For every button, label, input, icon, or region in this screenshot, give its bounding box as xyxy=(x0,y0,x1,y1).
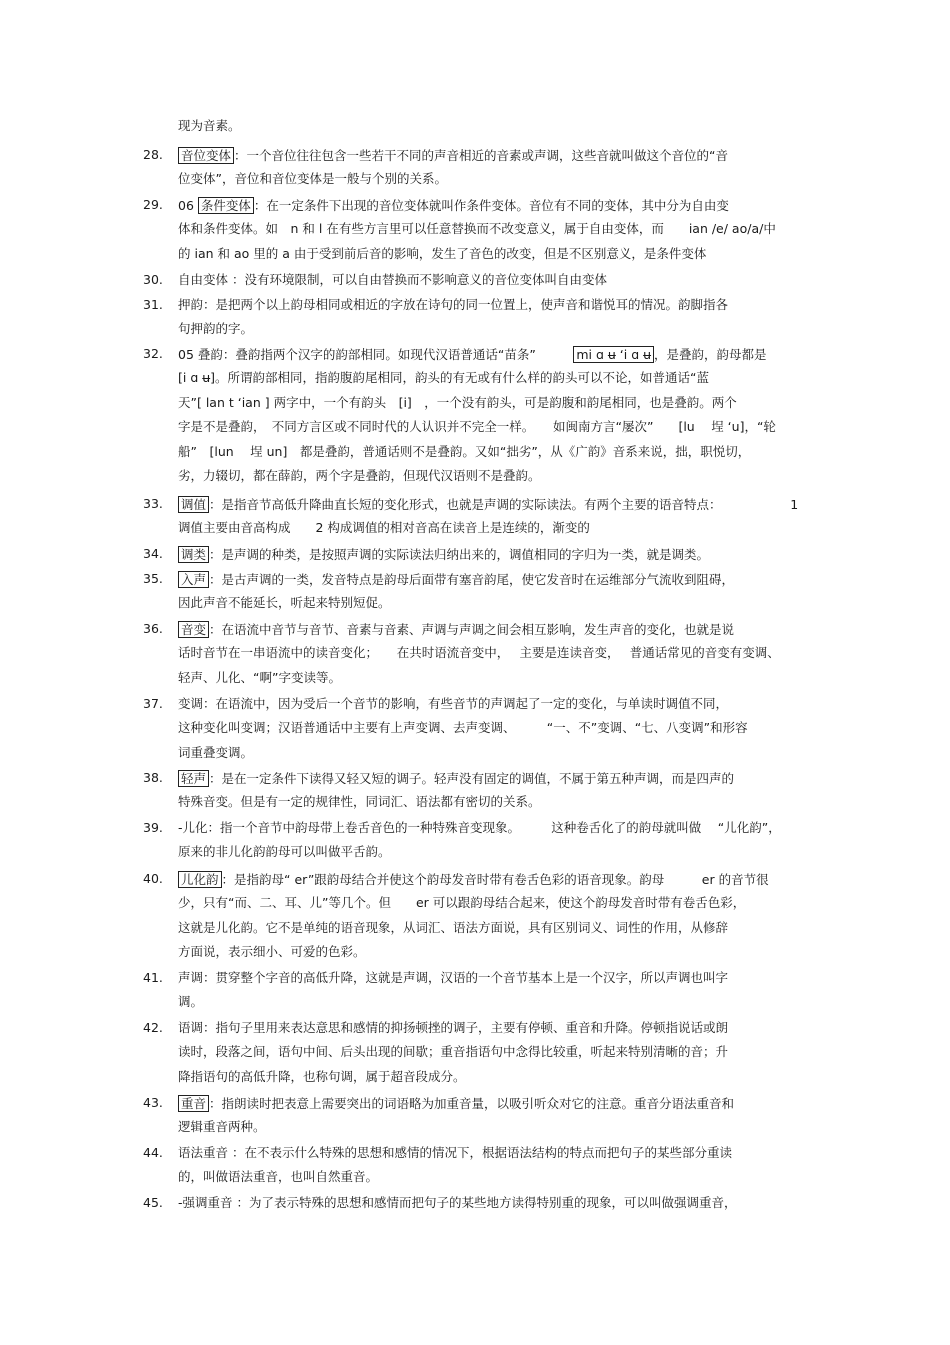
entry-number: 39. xyxy=(143,820,163,835)
entry-text-line: 调值 ：是指音节高低升降曲直长短的变化形式，也就是声调的实际读法。有两个主要的语音特点： 1 xyxy=(178,496,823,520)
glossary-entry xyxy=(143,820,823,869)
glossary-entry xyxy=(143,147,823,196)
glossary-entry xyxy=(143,1145,823,1194)
entry-number: 34. xyxy=(143,546,163,561)
boxed-term: 重音 xyxy=(178,1095,209,1112)
entry-text-line: 位变体”，音位和音位变体是一般与个别的关系。 xyxy=(178,171,447,187)
entry-text-line: 少，只有“而、二、耳、儿”等几个。但 er 可以跟韵母结合起来，使这个韵母发音时带有卷舌色彩， xyxy=(178,895,746,911)
entry-text-line: 字是不是叠韵， 不同方言区或不同时代的人认识并不完全一样。 如闽南方言“屡次” [lu 埕 ‘u]，“轮 xyxy=(178,419,776,435)
entry-text-line: 语法重音 ：在不表示什么特殊的思想和感情的情况下，根据语法结构的特点而把句子的某些部分重读 xyxy=(178,1145,732,1160)
entry-text-line: 逻辑重音两种。 xyxy=(178,1119,266,1135)
entry-text-line: 调类 ：是声调的种类，是按照声调的实际读法归纳出来的，调值相同的字归为一类，就是调类。 xyxy=(178,546,823,570)
entry-text-line: 词重叠变调。 xyxy=(178,744,254,760)
boxed-term: 入声 xyxy=(178,571,209,588)
glossary-entry xyxy=(143,621,823,694)
entry-text-line: 变调：在语流中，因为受后一个音节的影响，有些音节的声调起了一定的变化，与单读时调值不同， xyxy=(178,696,729,711)
entry-text-line: 劣，力辍切，都在薛韵，两个字是叠韵，但现代汉语则不是叠韵。 xyxy=(178,467,541,483)
entry-text-line: 轻声 ：是在一定条件下读得又轻又短的调子。轻声没有固定的调值，不属于第五种声调，而是四声的 xyxy=(178,770,823,794)
entry-number: 36. xyxy=(143,621,163,636)
boxed-term: 音变 xyxy=(178,621,209,638)
entry-number: 30. xyxy=(143,272,163,287)
entry-number: 45. xyxy=(143,1195,163,1210)
entry-number: 42. xyxy=(143,1020,163,1035)
entry-text-line: 音位变体 ：一个音位往往包含一些若干不同的声音相近的音素或声调，这些音就叫做这个音位的“音 xyxy=(178,147,823,171)
entry-text-line: 调值主要由音高构成 2 构成调值的相对音高在读音上是连续的，渐变的 xyxy=(178,520,590,536)
glossary-entry xyxy=(143,696,823,769)
glossary-entry xyxy=(143,1020,823,1093)
entry-number: 41. xyxy=(143,970,163,985)
entry-text-line: 的，叫做语法重音，也叫自然重音。 xyxy=(178,1169,379,1185)
entry-text-line: -强调重音 ：为了表示特殊的思想和感情而把句子的某些地方读得特别重的现象，可以叫做强调重音， xyxy=(178,1195,737,1210)
entry-text-line: 06 条件变体 ：在一定条件下出现的音位变体就叫作条件变体。音位有不同的变体，其中分为自由变 xyxy=(178,198,729,213)
entry-number: 33. xyxy=(143,496,163,511)
entry-number: 28. xyxy=(143,147,163,162)
entry-text-line: [i ɑ ʉ]。所谓韵部相同，指韵腹韵尾相同，韵头的有无或有什么样的韵头可以不论，如普通话“蓝 xyxy=(178,370,710,386)
entry-text-line: 句押韵的字。 xyxy=(178,321,254,337)
entry-number: 43. xyxy=(143,1095,163,1110)
entry-number: 37. xyxy=(143,696,163,711)
entry-text-line: 这就是儿化韵。它不是单纯的语音现象，从词汇、语法方面说，具有区别词义、词性的作用，从修辞 xyxy=(178,919,729,935)
entry-number: 35. xyxy=(143,571,163,586)
glossary-entry xyxy=(143,770,823,819)
entry-text-line: 的 ian 和 ao 里的 a 由于受到前后音的影响，发生了音色的改变，但是不区别意义，是条件变体 xyxy=(178,245,707,261)
glossary-entry xyxy=(143,571,823,620)
entry-number: 38. xyxy=(143,770,163,785)
entry-text-line: 这种变化叫变调；汉语普通话中主要有上声变调、去声变调、 “一、不”变调、“七、八变调”和形容 xyxy=(178,720,748,736)
entry-text-line: -儿化：指一个音节中韵母带上卷舌音色的一种特殊音变现象。 这种卷舌化了的韵母就叫做 “儿化韵”， xyxy=(178,820,781,835)
boxed-term: 调类 xyxy=(178,546,209,563)
glossary-entry xyxy=(143,970,823,1019)
entry-text-line: 调。 xyxy=(178,994,204,1010)
entry-text-line: 儿化韵 ：是指韵母“ er”跟韵母结合并使这个韵母发音时带有卷舌色彩的语音现象。韵母 er 的音节很 xyxy=(178,871,823,895)
glossary-entry xyxy=(143,297,823,346)
glossary-entry xyxy=(143,346,823,492)
entry-text-line: 话时音节在一串语流中的读音变化； 在共时语流音变中， 主要是连读音变， 普通话常见的音变有变调、 xyxy=(178,645,780,661)
entry-number: 44. xyxy=(143,1145,163,1160)
boxed-term: 调值 xyxy=(178,496,209,513)
entry-text-line: 天”[ lan t ‘ian ] 两字中，一个有韵头 [i] ，一个没有韵头，可是韵腹和韵尾相同，也是叠韵。两个 xyxy=(178,394,737,410)
entry-text-line: 船” [lun 埕 un] 都是叠韵，普通话则不是叠韵。又如“拙劣”，从《广韵》音系来说，拙，职悦切， xyxy=(178,443,751,459)
glossary-entry xyxy=(143,1095,823,1144)
entry-text-line: 声调：贯穿整个字音的高低升降，这就是声调，汉语的一个音节基本上是一个汉字，所以声调也叫字 xyxy=(178,970,729,985)
entry-text-line: 语调：指句子里用来表达意思和感情的抑扬顿挫的调子，主要有停顿、重音和升降。停顿指说话或朗 xyxy=(178,1020,729,1035)
continued-line: 现为音素。 xyxy=(178,118,241,133)
glossary-entry xyxy=(143,197,823,270)
boxed-term: 音位变体 xyxy=(178,147,234,164)
entry-text-line: 读时，段落之间，语句中间、后头出现的间歇；重音指语句中念得比较重，听起来特别清晰的音；升 xyxy=(178,1044,729,1060)
entry-number: 31. xyxy=(143,297,163,312)
entry-text-line: 因此声音不能延长，听起来特别短促。 xyxy=(178,595,391,611)
entry-text-line: 轻声、儿化、“啊”字变读等。 xyxy=(178,669,341,685)
entry-text-line: 音变 ：在语流中音节与音节、音素与音素、声调与声调之间会相互影响，发生声音的变化，也就是说 xyxy=(178,621,823,645)
entry-text-line: 入声 ：是古声调的一类，发音特点是韵母后面带有塞音韵尾，使它发音时在运维部分气流收到阻碍， xyxy=(178,571,823,595)
glossary-entry xyxy=(143,1195,823,1219)
glossary-entry xyxy=(143,546,823,570)
glossary-entry xyxy=(143,272,823,296)
entry-number: 29. xyxy=(143,197,163,212)
boxed-term: 条件变体 xyxy=(198,197,254,214)
entry-text-line: 重音 ：指朗读时把表意上需要突出的词语略为加重音量，以吸引听众对它的注意。重音分语法重音和 xyxy=(178,1095,823,1119)
entry-text-line: 原来的非儿化韵韵母可以叫做平舌韵。 xyxy=(178,844,391,860)
glossary-entry xyxy=(143,496,823,545)
entry-text-line: 体和条件变体。如 n 和 l 在有些方言里可以任意替换而不改变意义，属于自由变体，而 ian /e/ ao/a/中 xyxy=(178,221,776,237)
entry-number: 32. xyxy=(143,346,163,361)
entry-text-line: 特殊音变。但是有一定的规律性，同词汇、语法都有密切的关系。 xyxy=(178,794,541,810)
entry-text-line: 05 叠韵：叠韵指两个汉字的韵部相同。如现代汉语普通话“苗条” mi ɑ ʉ ‘i ɑ ʉ ，是叠韵，韵母都是 xyxy=(178,347,767,362)
boxed-term: mi ɑ ʉ ‘i ɑ ʉ xyxy=(573,346,654,363)
boxed-term: 儿化韵 xyxy=(178,871,222,888)
entry-text-line: 降指语句的高低升降，也称句调，属于超音段成分。 xyxy=(178,1068,466,1084)
boxed-term: 轻声 xyxy=(178,770,209,787)
entry-number: 40. xyxy=(143,871,163,886)
entry-text-line: 自由变体 ：没有环境限制，可以自由替换而不影响意义的音位变体叫自由变体 xyxy=(178,272,607,287)
entry-text-line: 方面说，表示细小、可爱的色彩。 xyxy=(178,944,366,960)
glossary-entry xyxy=(143,871,823,969)
entry-text-line: 押韵：是把两个以上韵母相同或相近的字放在诗句的同一位置上，使声音和谐悦耳的情况。韵脚指各 xyxy=(178,297,729,312)
